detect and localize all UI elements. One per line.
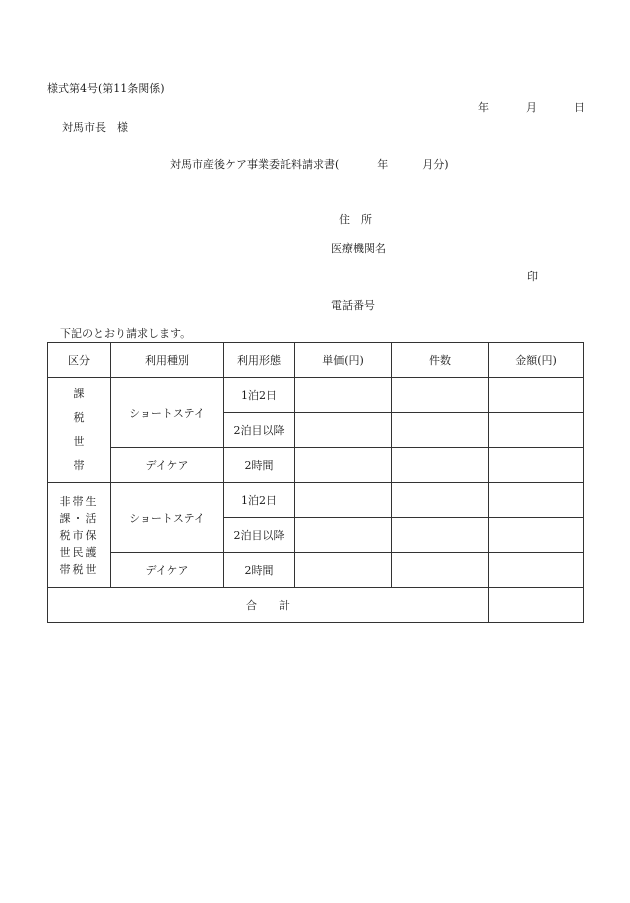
taxed-household-cell: 課 税 世 帯 <box>48 378 111 483</box>
table-row <box>48 448 584 483</box>
institution-label: 医療機関名 <box>331 242 386 255</box>
title-prefix: 対馬市産後ケア事業委託料請求書( <box>170 158 340 171</box>
header-usage-form: 利用形態 <box>224 343 295 378</box>
header-usage-type: 利用種別 <box>111 343 224 378</box>
total-amount-cell[interactable] <box>489 588 584 623</box>
count-cell[interactable] <box>392 483 489 518</box>
table-row <box>48 553 584 588</box>
phone-label: 電話番号 <box>331 299 375 312</box>
seal-mark: 印 <box>527 270 538 283</box>
count-cell[interactable] <box>392 378 489 413</box>
form-first-night: 1泊2日 <box>224 483 295 518</box>
day-care-cell: デイケア <box>111 448 224 483</box>
count-cell[interactable] <box>392 413 489 448</box>
form-first-night: 1泊2日 <box>224 378 295 413</box>
intro-text: 下記のとおり請求します。 <box>60 327 192 340</box>
title-year: 年 <box>377 158 389 171</box>
exempt-household-cell: 非帯生 課・活 税市保 世民護 帯税世 <box>48 483 111 588</box>
header-amount: 金額(円) <box>489 343 584 378</box>
count-cell[interactable] <box>392 553 489 588</box>
unit-price-cell[interactable] <box>295 483 392 518</box>
amount-cell[interactable] <box>489 448 584 483</box>
date-line <box>478 99 585 115</box>
date-month: 月 <box>526 101 537 114</box>
table-row <box>48 483 584 518</box>
unit-price-cell[interactable] <box>295 378 392 413</box>
day-care-cell: デイケア <box>111 553 224 588</box>
form-second-night: 2泊目以降 <box>224 413 295 448</box>
short-stay-cell: ショートステイ <box>111 378 224 448</box>
count-cell[interactable] <box>392 518 489 553</box>
count-cell[interactable] <box>392 448 489 483</box>
total-label: 合 計 <box>48 588 489 623</box>
amount-cell[interactable] <box>489 483 584 518</box>
form-two-hours: 2時間 <box>224 448 295 483</box>
amount-cell[interactable] <box>489 378 584 413</box>
unit-price-cell[interactable] <box>295 448 392 483</box>
amount-cell[interactable] <box>489 518 584 553</box>
date-year: 年 <box>478 101 489 114</box>
unit-price-cell[interactable] <box>295 413 392 448</box>
table-header-row <box>48 343 584 378</box>
address-label: 住 所 <box>339 213 372 226</box>
form-two-hours: 2時間 <box>224 553 295 588</box>
date-day: 日 <box>574 101 585 114</box>
amount-cell[interactable] <box>489 553 584 588</box>
addressee: 対馬市長 様 <box>62 121 128 134</box>
unit-price-cell[interactable] <box>295 553 392 588</box>
short-stay-cell: ショートステイ <box>111 483 224 553</box>
header-count: 件数 <box>392 343 489 378</box>
total-row <box>48 588 584 623</box>
title-month: 月分) <box>422 158 449 171</box>
form-second-night: 2泊目以降 <box>224 518 295 553</box>
form-number: 様式第4号(第11条関係) <box>47 82 165 95</box>
header-unit-price: 単価(円) <box>295 343 392 378</box>
table-row <box>48 378 584 413</box>
unit-price-cell[interactable] <box>295 518 392 553</box>
header-category: 区分 <box>48 343 111 378</box>
document-title <box>170 156 449 172</box>
billing-table <box>47 342 584 623</box>
amount-cell[interactable] <box>489 413 584 448</box>
